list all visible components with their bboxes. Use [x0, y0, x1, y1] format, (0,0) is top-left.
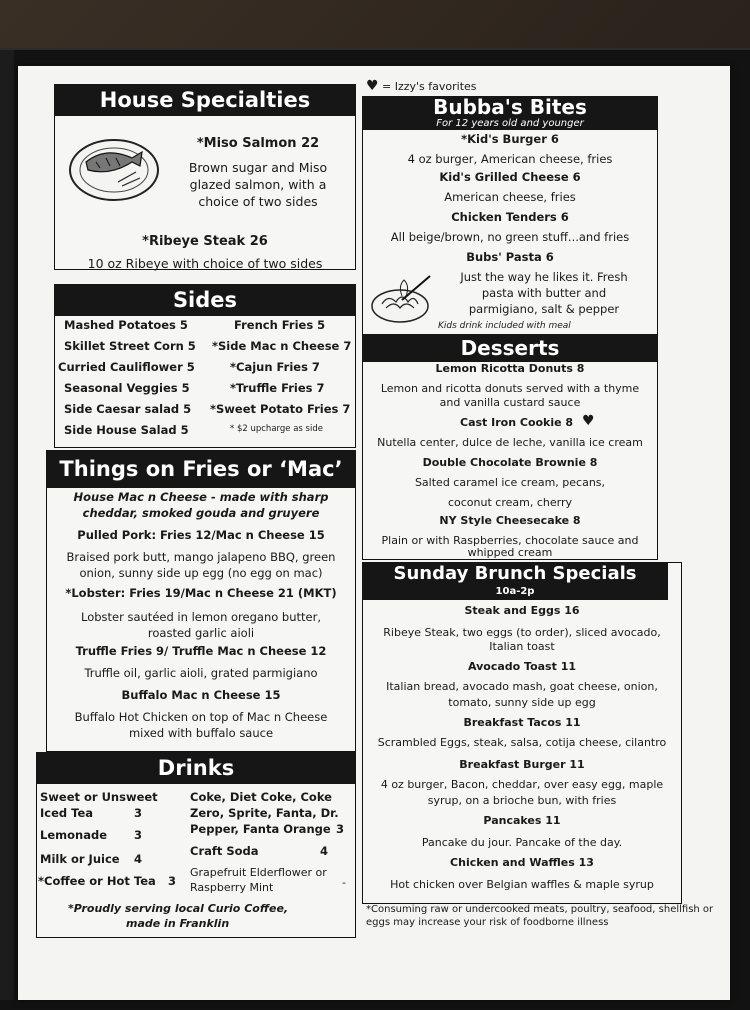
sunday-brunch-heading: Sunday Brunch Specials: [393, 563, 637, 584]
kids-burger-desc: 4 oz burger, American cheese, fries: [407, 152, 613, 166]
steak-eggs-desc-1: Ribeye Steak, two eggs (to order), sliced avocado,: [383, 626, 661, 639]
double-brownie-name: Double Chocolate Brownie 8: [422, 456, 598, 469]
side-item: Skillet Street Corn 5: [64, 339, 196, 353]
side-item: French Fries 5: [234, 318, 326, 332]
miso-salmon-desc-1: Brown sugar and Miso: [188, 160, 328, 175]
side-item: Curried Cauliflower 5: [58, 360, 195, 374]
folder-edge: [0, 50, 14, 1000]
salmon-plate-illustration: [66, 132, 162, 204]
curio-coffee-line-1: *Proudly serving local Curio Coffee,: [68, 902, 289, 915]
drink-soda-line-1: Coke, Diet Coke, Coke: [190, 790, 332, 804]
drink-coffee: *Coffee or Hot Tea: [38, 874, 156, 888]
pancakes-name: Pancakes 11: [483, 814, 561, 827]
side-item: *Cajun Fries 7: [230, 360, 320, 374]
side-item: *Truffle Fries 7: [230, 381, 325, 395]
miso-salmon-desc-3: choice of two sides: [198, 194, 318, 209]
lobster-desc-2: roasted garlic aioli: [147, 626, 255, 640]
pasta-bowl-illustration: [368, 270, 438, 326]
drink-lemonade-price: 3: [134, 828, 143, 842]
kids-drink-note: Kids drink included with meal: [438, 321, 571, 331]
fries-mac-title: Things on Fries or ‘Mac’: [46, 450, 356, 488]
drink-iced-tea-line-1: Sweet or Unsweet: [40, 790, 158, 804]
ny-cheesecake-name: NY Style Cheesecake 8: [439, 514, 581, 527]
ribeye-desc: 10 oz Ribeye with choice of two sides: [87, 256, 323, 271]
cast-iron-cookie-desc: Nutella center, dulce de leche, vanilla ice cream: [377, 436, 643, 449]
bubs-pasta-name: Bubs' Pasta 6: [466, 250, 554, 264]
favorites-legend: = Izzy's favorites: [382, 80, 477, 93]
lemon-donuts-name: Lemon Ricotta Donuts 8: [435, 362, 585, 375]
sunday-brunch-hours: 10a-2p: [495, 586, 535, 597]
drink-soda-line-3: Pepper, Fanta Orange: [190, 822, 331, 836]
truffle-desc: Truffle oil, garlic aioli, grated parmigiano: [84, 666, 318, 680]
bubs-pasta-desc-3: parmigiano, salt & pepper: [468, 302, 620, 316]
avocado-toast-desc-2: tomato, sunny side up egg: [448, 696, 596, 709]
double-brownie-desc-2: coconut cream, cherry: [447, 496, 572, 509]
foodborne-disclaimer-1: *Consuming raw or undercooked meats, poultry, seafood, shellfish or: [366, 904, 714, 915]
bubbas-bites-subtitle: For 12 years old and younger: [436, 118, 584, 129]
breakfast-tacos-desc: Scrambled Eggs, steak, salsa, cotija cheese, cilantro: [377, 736, 667, 749]
breakfast-burger-name: Breakfast Burger 11: [459, 758, 585, 771]
drink-craft-soda: Craft Soda: [190, 844, 259, 858]
pancakes-desc: Pancake du jour. Pancake of the day.: [421, 836, 623, 849]
lobster-name: *Lobster: Fries 19/Mac n Cheese 21 (MKT): [65, 586, 337, 600]
steak-eggs-desc-2: Italian toast: [489, 640, 555, 653]
house-mac-line-2: cheddar, smoked gouda and gruyere: [82, 506, 320, 520]
side-upcharge-note: * $2 upcharge as side: [230, 424, 323, 434]
curio-coffee-line-2: made in Franklin: [126, 917, 230, 930]
drink-lemonade: Lemonade: [40, 828, 107, 842]
kids-grilled-cheese-name: Kid's Grilled Cheese 6: [439, 170, 581, 184]
pulled-pork-desc-2: onion, sunny side up egg (no egg on mac): [79, 566, 323, 580]
kids-burger-name: *Kid's Burger 6: [461, 132, 559, 146]
drink-grapefruit-line-2: Raspberry Mint: [190, 881, 274, 894]
miso-salmon-desc-2: glazed salmon, with a: [189, 177, 327, 192]
avocado-toast-desc-1: Italian bread, avocado mash, goat cheese, onion,: [386, 680, 658, 693]
lemon-donuts-desc-1: Lemon and ricotta donuts served with a thyme: [380, 382, 640, 395]
bubs-pasta-desc-1: Just the way he likes it. Fresh: [460, 270, 628, 284]
cast-iron-cookie-name: Cast Iron Cookie 8: [460, 416, 574, 429]
pulled-pork-desc-1: Braised pork butt, mango jalapeno BBQ, green: [66, 550, 336, 564]
bubbas-bites-title: [362, 96, 658, 130]
chicken-waffles-desc: Hot chicken over Belgian waffles & maple syrup: [390, 878, 654, 891]
side-item: *Sweet Potato Fries 7: [210, 402, 351, 416]
chicken-tenders-name: Chicken Tenders 6: [451, 210, 569, 224]
side-item: Seasonal Veggies 5: [64, 381, 190, 395]
drink-milk-juice: Milk or Juice: [40, 852, 120, 866]
drinks-title: Drinks: [36, 752, 356, 784]
sides-title: Sides: [54, 284, 356, 316]
house-mac-line-1: House Mac n Cheese - made with sharp: [73, 490, 329, 504]
chicken-waffles-name: Chicken and Waffles 13: [450, 856, 594, 869]
drink-grapefruit-line-1: Grapefruit Elderflower or: [190, 866, 327, 879]
miso-salmon-name: *Miso Salmon 22: [196, 136, 320, 151]
drink-soda-price: 3: [336, 822, 345, 836]
side-item: Mashed Potatoes 5: [64, 318, 188, 332]
breakfast-tacos-name: Breakfast Tacos 11: [463, 716, 581, 729]
buffalo-name: Buffalo Mac n Cheese 15: [121, 688, 281, 702]
kids-grilled-cheese-desc: American cheese, fries: [444, 190, 576, 204]
double-brownie-desc-1: Salted caramel ice cream, pecans,: [414, 476, 606, 489]
ny-cheesecake-desc-2: whipped cream: [467, 546, 553, 559]
bubs-pasta-desc-2: pasta with butter and: [481, 286, 607, 300]
pulled-pork-name: Pulled Pork: Fries 12/Mac n Cheese 15: [77, 528, 325, 542]
avocado-toast-name: Avocado Toast 11: [467, 660, 577, 673]
drink-soda-line-2: Zero, Sprite, Fanta, Dr.: [190, 806, 339, 820]
side-item: *Side Mac n Cheese 7: [212, 339, 352, 353]
sunday-brunch-title: [362, 562, 668, 600]
heart-icon: ♥: [366, 78, 379, 94]
side-item: Side Caesar salad 5: [64, 402, 192, 416]
steak-eggs-name: Steak and Eggs 16: [464, 604, 580, 617]
side-item: Side House Salad 5: [64, 423, 189, 437]
lemon-donuts-desc-2: and vanilla custard sauce: [439, 396, 581, 409]
drink-milk-juice-price: 4: [134, 852, 143, 866]
drink-craft-soda-price: 4: [320, 844, 329, 858]
house-specialties-title: House Specialties: [54, 84, 356, 116]
truffle-name: Truffle Fries 9/ Truffle Mac n Cheese 12: [75, 644, 327, 658]
breakfast-burger-desc-1: 4 oz burger, Bacon, cheddar, over easy egg, maple: [380, 778, 664, 791]
buffalo-desc-1: Buffalo Hot Chicken on top of Mac n Cheese: [74, 710, 328, 724]
desserts-title: Desserts: [362, 334, 658, 362]
favorite-heart-icon: ♥: [582, 413, 595, 429]
drink-grapefruit-price: -: [342, 876, 346, 889]
foodborne-disclaimer-2: eggs may increase your risk of foodborne illness: [366, 917, 609, 928]
breakfast-burger-desc-2: syrup, on a brioche bun, with fries: [427, 794, 617, 807]
drink-iced-tea-line-2: Iced Tea: [40, 806, 94, 820]
menu-page: [18, 66, 730, 1000]
drink-coffee-price: 3: [168, 874, 177, 888]
ny-cheesecake-desc-1: Plain or with Raspberries, chocolate sauce and: [381, 534, 639, 547]
buffalo-desc-2: mixed with buffalo sauce: [128, 726, 274, 740]
drink-iced-tea-price: 3: [134, 806, 143, 820]
chicken-tenders-desc: All beige/brown, no green stuff...and fries: [390, 230, 630, 244]
ribeye-name: *Ribeye Steak 26: [142, 234, 268, 249]
bubbas-bites-heading: Bubba's Bites: [433, 95, 587, 119]
lobster-desc-1: Lobster sautéed in lemon oregano butter,: [80, 610, 321, 624]
